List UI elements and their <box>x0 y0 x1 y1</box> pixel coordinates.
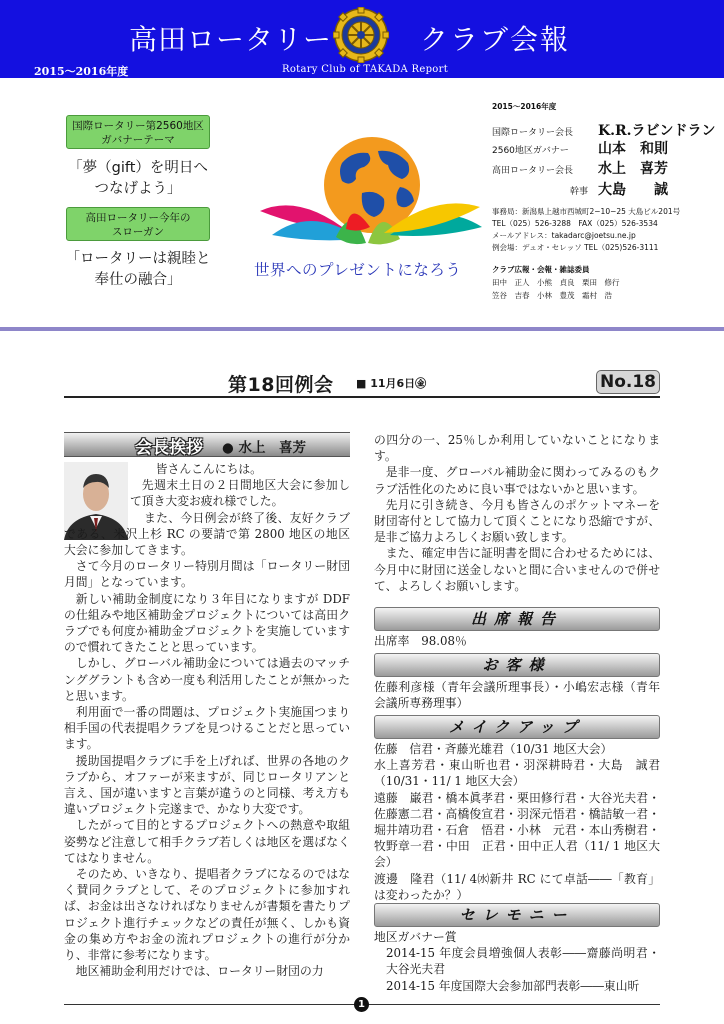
header-subtitle: Rotary Club of TAKADA Report <box>282 64 449 75</box>
newsletter-title-right: クラブ会報 <box>420 23 571 56</box>
ceremony-heading: セレモニー <box>374 903 660 927</box>
meeting-title-rule <box>64 396 660 398</box>
committee-members-2: 笠谷 吉春 小林 豊茂 霜村 浩 <box>492 291 612 300</box>
meeting-venue: 例会場：デュオ・セレッソ TEL（025)526-3111 <box>492 243 659 252</box>
secretary-role: 幹事 <box>570 187 589 197</box>
office-address: 事務局：新潟県上越市西城町2−10−25 大島ビル201号 <box>492 207 681 216</box>
header-year: 2015～2016年度 <box>34 65 129 78</box>
guests-heading: お客様 <box>374 653 660 677</box>
meeting-date: ■ 11月6日㊎ <box>356 377 427 390</box>
district-theme-text: 「夢（gift）を明日へ つなげよう」 <box>68 160 208 197</box>
club-slogan-label: 高田ロータリー今年の スローガン <box>66 207 210 241</box>
ri-president-role: 国際ロータリー会長 <box>492 128 574 138</box>
issue-number: No.18 <box>596 370 660 394</box>
president-greeting-continued: の四分の一、25％しか利用していないことになります。 是非一度、グローバル補助金に関わってみるのもクラブ活性化のために良い事ではないかと思います。 先月に引き続き、今月も皆さんのポケットマネーを財団寄付として協力して頂くことになり恐縮ですが、是非ご協力よろしくお願い致します。 また、確定申告に証明書を間に合わせるためには、今月中に財団に送金しないと間に合いませんので併せて、よろしくお願いします。 <box>374 433 660 593</box>
newsletter-title-left: 高田ロータリー <box>129 23 333 56</box>
makeup-heading: メイクアップ <box>374 715 660 739</box>
president-greeting-heading-bar <box>64 432 350 457</box>
president-greeting-heading: 会長挨拶 <box>135 438 203 458</box>
committee-members-1: 田中 正人 小熊 貞良 栗田 修行 <box>492 278 620 287</box>
officers-year: 2015～2016年度 <box>492 102 557 111</box>
president-name: ● 水上 喜芳 <box>222 440 306 456</box>
office-email: メールアドレス：takadarc@joetsu.ne.jp <box>492 231 636 240</box>
ri-theme-globe-logo <box>250 133 490 268</box>
club-president-name: 水上 喜芳 <box>598 161 668 177</box>
governor-role: 2560地区ガバナー <box>492 146 569 156</box>
guests-list: 佐藤利彦様（青年会議所理事長）・小嶋宏志様（青年会議所専務理事） <box>374 680 660 711</box>
ri-theme-slogan: 世界へのプレゼントになろう <box>254 261 462 279</box>
governor-name: 山本 和則 <box>598 141 668 157</box>
club-president-role: 高田ロータリー会長 <box>492 166 574 176</box>
masthead-divider <box>0 327 724 331</box>
secretary-name: 大島 誠 <box>598 182 668 198</box>
makeup-list: 佐藤 信君・斉藤光雄君（10/31 地区大会） 水上喜芳君・東山昕也君・羽深耕時君・大島 誠君（10/31・11/ 1 地区大会） 遠藤 巌君・橋本眞孝君・栗田修行君・大谷光夫君・佐藤憲二君・高橋俊宣君・羽深元悟君・橋詰敏一君・堀井靖功君・石倉 悟君・小林 元君・本山秀樹君・牧野章一君・中田 正君・田中正人君（11/ 1 地区大会） 渡邊 隆君（11/ 4㈬新井 RC にて卓話――「教育」は変わったか？） <box>374 742 660 902</box>
attendance-rate: 出席率 98.08％ <box>374 634 467 648</box>
page-number: 1 <box>354 997 369 1012</box>
president-greeting-body: 皆さんこんにちは。 先週末土日の２日間地区大会に参加して頂き大変お疲れ様でした。 また、今日例会が終了後、友好クラブである、米沢上杉 RC の要請で第 2800 地区の地区大会に参加してきます。 さて今月のロータリー特別月間は「ロータリー財団月間」となっています。 新しい補助金制度になり３年目になりますが DDF の仕組みや地区補助金プロジェクトについては高田クラブでも何度か補助金プロジェクトを実施していますので慣れてきたことと思っています。 しかし、グローバル補助金については過去のマッチンググラントも含め一度も利活用したことが無かったと思います。 利用面で一番の問題は、プロジェクト実施国つまり相手国の代表提唱クラブを見つけることだと思っています。 援助国提唱クラブに手を上げれば、世界の各地のクラブから、オファーが来ますが、同じロータリアンと言え、国が違いますと言葉が違うのと同様、考え方も違いプロジェクト完遂まで、かなり大変です。 したがって目的とするプロジェクトへの熱意や取組姿勢など注意して相手クラブ若しくは地区を選ばなくてはなりません。 そのため、いきなり、提唱者クラブになるのではなく賛同クラブとして、そのプロジェクトに参加すれば、お金は出さなければなりませんが書類を書たりプロジェクト進行チェックなどの責任が無く、しかも資金の集め方やお金の流れプロジェクトの進行が分かり、非常に参考になります。 地区補助金利用だけでは、ロータリー財団の力 <box>64 462 350 979</box>
office-phone: TEL（025）526-3288 FAX（025）526-3534 <box>492 219 658 228</box>
committee-title: クラブ広報・会報・雑誌委員 <box>492 265 590 274</box>
ceremony-list: 地区ガバナー賞 2014-15 年度会員増強個人表彰――齋藤尚明君・大谷光夫君 2014-15 年度国際大会参加部門表彰――東山昕 <box>374 930 660 993</box>
club-slogan-text: 「ロータリーは親睦と 奉仕の融合」 <box>65 251 211 288</box>
attendance-heading: 出席報告 <box>374 607 660 631</box>
district-theme-label: 国際ロータリー第2560地区 ガバナーテーマ <box>66 115 210 149</box>
rotary-wheel-icon <box>333 7 389 63</box>
ri-president-name: K.R.ラビンドラン <box>598 123 716 139</box>
meeting-title: 第18回例会 <box>228 374 334 396</box>
